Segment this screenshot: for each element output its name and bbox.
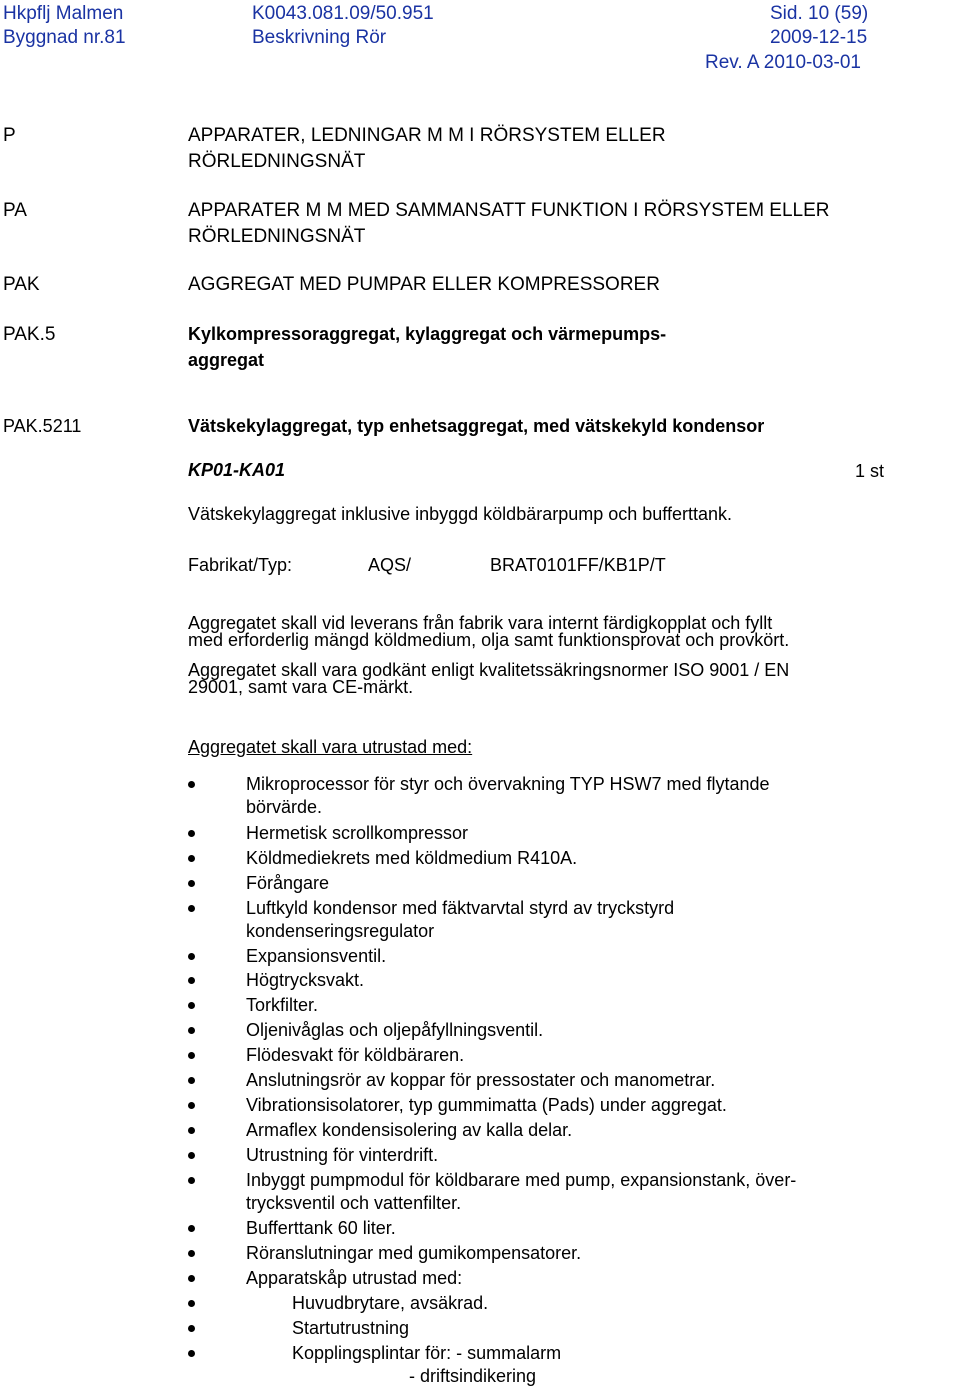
approval-paragraph-line: 29001, samt vara CE-märkt. (188, 677, 414, 697)
equipment-heading: Aggregatet skall vara utrustad med: (188, 737, 473, 757)
header-building: Byggnad nr.81 (3, 27, 126, 48)
bullet-icon (188, 1177, 195, 1184)
section-title: APPARATER M M MED SAMMANSATT FUNKTION I RÖRSYSTEM ELLER (188, 200, 830, 221)
bullet-icon (188, 1250, 195, 1257)
bullet-icon (188, 1225, 195, 1232)
list-item: Kopplingsplintar för: - summalarm (292, 1343, 562, 1363)
fabrikat-brand: AQS/ (368, 555, 412, 575)
bullet-icon (188, 1052, 195, 1059)
bullet-icon (188, 953, 195, 960)
list-item: Bufferttank 60 liter. (246, 1218, 396, 1238)
list-item: Mikroprocessor för styr och övervakning TYP HSW7 med flytande (246, 774, 770, 794)
header-date: 2009-12-15 (770, 27, 868, 48)
bullet-icon (188, 1300, 195, 1307)
section-title: AGGREGAT MED PUMPAR ELLER KOMPRESSORER (188, 274, 660, 295)
list-item-continuation: börvärde. (246, 797, 323, 817)
list-item: Anslutningsrör av koppar för pressostater och manometrar. (246, 1070, 716, 1090)
header-page: Sid. 10 (59) (770, 3, 869, 24)
item-id: KP01-KA01 (188, 460, 286, 480)
list-item: Röranslutningar med gumikompensatorer. (246, 1243, 582, 1263)
bullet-icon (188, 781, 195, 788)
list-item: Vibrationsisolatorer, typ gummimatta (Pads) under aggregat. (246, 1095, 727, 1115)
bullet-icon (188, 830, 195, 837)
section-code: P (3, 125, 16, 146)
list-item: Inbyggt pumpmodul för köldbarare med pump, expansionstank, över- (246, 1170, 797, 1190)
list-item-continuation: kondenseringsregulator (246, 921, 435, 941)
bullet-icon (188, 977, 195, 984)
fabrikat-label: Fabrikat/Typ: (188, 555, 293, 575)
section-title: aggregat (188, 350, 265, 370)
approval-paragraph-line: Aggregatet skall vara godkänt enligt kvalitetssäkringsnormer ISO 9001 / EN (188, 660, 790, 680)
list-item: Torkfilter. (246, 995, 319, 1015)
section-code: PA (3, 200, 27, 221)
bullet-icon (188, 1027, 195, 1034)
header-doc-number: K0043.081.09/50.951 (252, 3, 434, 24)
section-title: Kylkompressoraggregat, kylaggregat och värmepumps- (188, 324, 667, 344)
bullet-icon (188, 880, 195, 887)
section-title: Vätskekylaggregat, typ enhetsaggregat, med vätskekyld kondensor (188, 416, 765, 436)
list-item: Hermetisk scrollkompressor (246, 823, 469, 843)
bullet-icon (188, 1325, 195, 1332)
list-item: Utrustning för vinterdrift. (246, 1145, 439, 1165)
list-item: Oljenivåglas och oljepåfyllningsventil. (246, 1020, 544, 1040)
bullet-icon (188, 1077, 195, 1084)
section-code: PAK.5 (3, 324, 56, 345)
section-code: PAK.5211 (3, 416, 82, 436)
section-title: APPARATER, LEDNINGAR M M I RÖRSYSTEM ELLER (188, 125, 666, 146)
list-item-continuation: trycksventil och vattenfilter. (246, 1193, 462, 1213)
item-description: Vätskekylaggregat inklusive inbyggd köldbärarpump och bufferttank. (188, 504, 732, 524)
bullet-icon (188, 1002, 195, 1009)
section-title: RÖRLEDNINGSNÄT (188, 226, 366, 247)
header-doc-title: Beskrivning Rör (252, 27, 387, 48)
list-item: Köldmediekrets med köldmedium R410A. (246, 848, 578, 868)
section-title: RÖRLEDNINGSNÄT (188, 151, 366, 172)
item-quantity: 1 st (855, 461, 885, 481)
bullet-icon (188, 1275, 195, 1282)
section-code: PAK (3, 274, 40, 295)
bullet-icon (188, 1152, 195, 1159)
list-item: Apparatskåp utrustad med: (246, 1268, 463, 1288)
bullet-icon (188, 1102, 195, 1109)
bullet-icon (188, 1350, 195, 1357)
fabrikat-type: BRAT0101FF/KB1P/T (490, 555, 666, 575)
list-item: Armaflex kondensisolering av kalla delar. (246, 1120, 573, 1140)
header-project: Hkpflj Malmen (3, 3, 124, 24)
list-item: Startutrustning (292, 1318, 410, 1338)
list-item: Flödesvakt för köldbäraren. (246, 1045, 465, 1065)
bullet-icon (188, 905, 195, 912)
list-item-continuation: - driftsindikering (409, 1366, 537, 1386)
list-item: Huvudbrytare, avsäkrad. (292, 1293, 489, 1313)
bullet-icon (188, 1127, 195, 1134)
list-item: Förångare (246, 873, 330, 893)
list-item: Luftkyld kondensor med fäktvarvtal styrd av tryckstyrd (246, 898, 675, 918)
list-item: Högtrycksvakt. (246, 970, 365, 990)
bullet-icon (188, 855, 195, 862)
delivery-paragraph-line: med erforderlig mängd köldmedium, olja samt funktionsprovat och provkört. (188, 630, 790, 650)
header-revision: Rev. A 2010-03-01 (705, 52, 861, 73)
delivery-paragraph-line: Aggregatet skall vid leverans från fabrik vara internt färdigkopplat och fyllt (188, 613, 773, 633)
list-item: Expansionsventil. (246, 946, 387, 966)
